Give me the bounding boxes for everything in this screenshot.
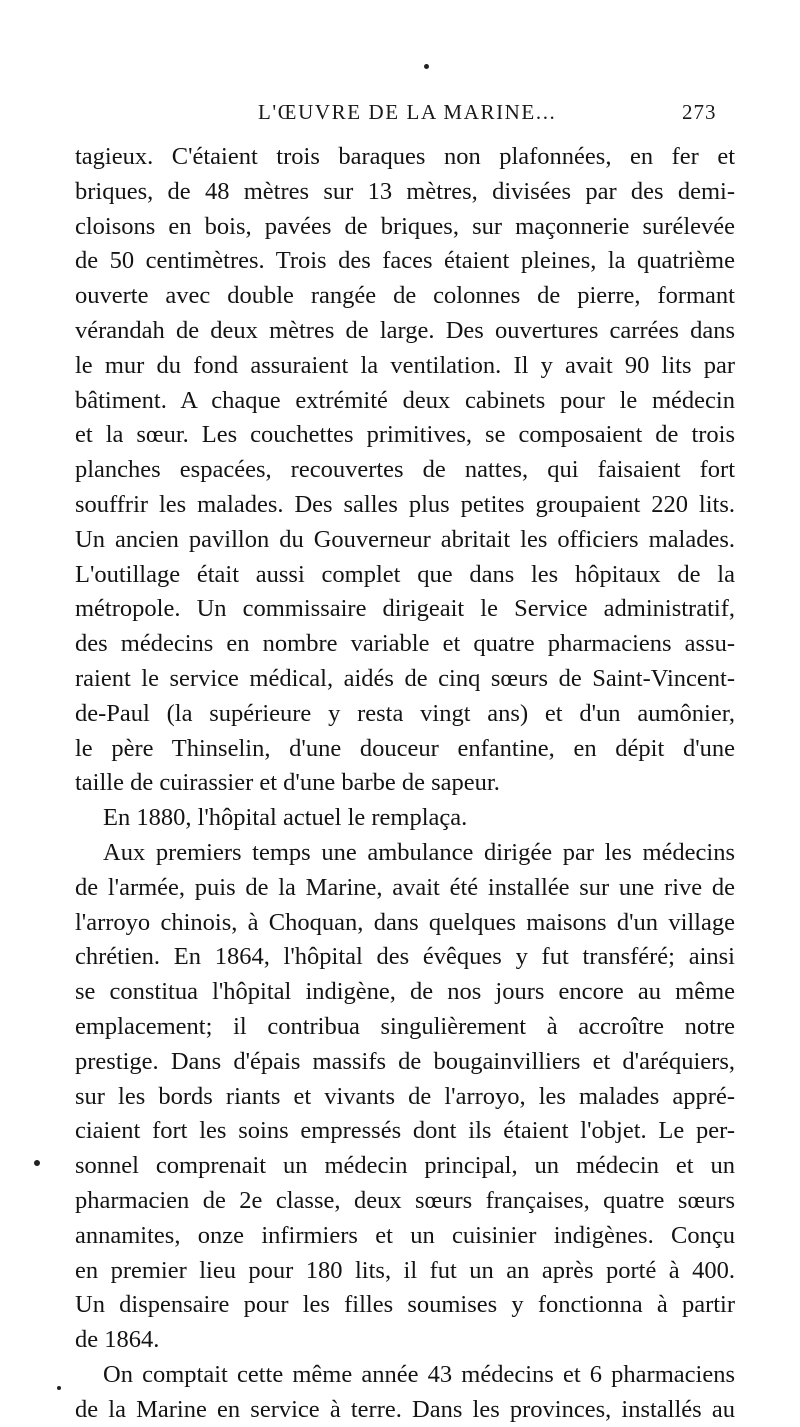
text-line: Un dispensaire pour les filles soumises y fonctionna à partir	[75, 1291, 735, 1319]
text-line: sonnel comprenait un médecin principal, un médecin et un	[75, 1152, 735, 1180]
text-line: de 1864.	[75, 1326, 160, 1354]
text-line: prestige. Dans d'épais massifs de bougainvilliers et d'aréquiers,	[75, 1047, 735, 1075]
text-line: ciaient fort les soins empressés dont ils étaient l'objet. Le per-	[75, 1117, 735, 1145]
text-line: le père Thinselin, d'une douceur enfantine, en dépit d'une	[75, 734, 735, 762]
text-line: ouverte avec double rangée de colonnes de pierre, formant	[75, 282, 735, 310]
text-line: planches espacées, recouvertes de nattes, qui faisaient fort	[75, 456, 735, 484]
text-line: raient le service médical, aidés de cinq sœurs de Saint-Vincent-	[75, 664, 735, 692]
text-line: métropole. Un commissaire dirigeait le Service administratif,	[75, 595, 735, 623]
running-title: L'ŒUVRE DE LA MARINE...	[258, 100, 557, 124]
text-line: et la sœur. Les couchettes primitives, se composaient de trois	[75, 421, 735, 449]
print-speck	[424, 64, 429, 69]
text-line: emplacement; il contribua singulièrement à accroître notre	[75, 1012, 735, 1040]
text-line: taille de cuirassier et d'une barbe de sapeur.	[75, 769, 500, 797]
text-line: briques, de 48 mètres sur 13 mètres, divisées par des demi-	[75, 177, 735, 205]
page-header	[0, 96, 800, 130]
text-line: de la Marine en service à terre. Dans les provinces, installés au	[75, 1395, 735, 1423]
text-line: de 50 centimètres. Trois des faces étaient pleines, la quatrième	[75, 247, 735, 275]
text-line: pharmacien de 2e classe, deux sœurs françaises, quatre sœurs	[75, 1186, 735, 1214]
text-line: bâtiment. A chaque extrémité deux cabinets pour le médecin	[75, 386, 735, 414]
text-line: Un ancien pavillon du Gouverneur abritait les officiers malades.	[75, 525, 735, 553]
text-line: Aux premiers temps une ambulance dirigée par les médecins	[103, 838, 735, 866]
text-line: vérandah de deux mètres de large. Des ouvertures carrées dans	[75, 316, 735, 344]
print-speck	[34, 1160, 40, 1166]
text-line: annamites, onze infirmiers et un cuisinier indigènes. Conçu	[75, 1221, 735, 1249]
text-line: souffrir les malades. Des salles plus petites groupaient 220 lits.	[75, 490, 735, 518]
body-text	[75, 140, 735, 1427]
page-number: 273	[682, 100, 717, 124]
text-line: de l'armée, puis de la Marine, avait été installée sur une rive de	[75, 873, 735, 901]
text-line: des médecins en nombre variable et quatre pharmaciens assu-	[75, 630, 735, 658]
print-speck	[57, 1386, 61, 1390]
text-line: l'arroyo chinois, à Choquan, dans quelques maisons d'un village	[75, 908, 735, 936]
text-line: chrétien. En 1864, l'hôpital des évêques y fut transféré; ainsi	[75, 943, 735, 971]
text-line: se constitua l'hôpital indigène, de nos jours encore au même	[75, 978, 735, 1006]
text-line: En 1880, l'hôpital actuel le remplaça.	[103, 804, 468, 832]
text-line: de-Paul (la supérieure y resta vingt ans) et d'un aumônier,	[75, 699, 735, 727]
text-line: cloisons en bois, pavées de briques, sur maçonnerie surélevée	[75, 212, 735, 240]
text-line: sur les bords riants et vivants de l'arroyo, les malades appré-	[75, 1082, 735, 1110]
text-line: le mur du fond assuraient la ventilation. Il y avait 90 lits par	[75, 351, 735, 379]
text-line: On comptait cette même année 43 médecins et 6 pharmaciens	[103, 1360, 735, 1388]
text-line: L'outillage était aussi complet que dans les hôpitaux de la	[75, 560, 735, 588]
text-line: en premier lieu pour 180 lits, il fut un an après porté à 400.	[75, 1256, 735, 1284]
text-line: tagieux. C'étaient trois baraques non plafonnées, en fer et	[75, 143, 735, 170]
